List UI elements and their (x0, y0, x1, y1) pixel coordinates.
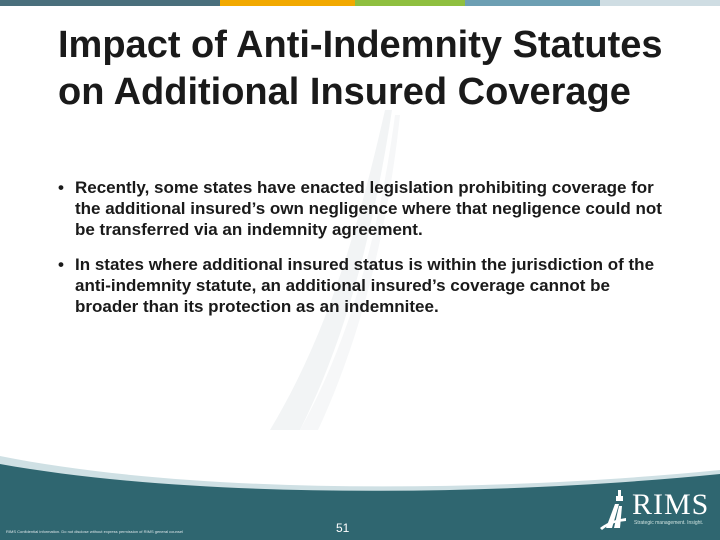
bullet-list (58, 177, 668, 331)
rims-logo-wordmark: RIMS (632, 488, 710, 521)
bullet-marker: • (58, 178, 64, 197)
bullet-item-1 (58, 177, 668, 240)
slide-title: Impact of Anti-Indemnity Statutes on Additional Insured Coverage (58, 24, 663, 113)
bullet-text-2: In states where additional insured status is within the jurisdiction of the anti-indemnity statute, an additional insured’s coverage cannot be broader than its protection as an indemnitee. (75, 255, 655, 316)
rims-logo (600, 488, 712, 532)
page-number: 51 (336, 521, 350, 535)
rims-logo-mark-icon (600, 488, 630, 530)
bullet-item-2 (58, 254, 668, 317)
bullet-marker: • (58, 255, 64, 274)
bullet-text-1: Recently, some states have enacted legislation prohibiting coverage for the additional insured’s own negligence where that negligence could not be transferred via an indemnity agreement. (75, 178, 662, 239)
confidential-notice: RIMS Confidential information. Do not disclose without express permission of RIMS general counsel (6, 529, 183, 534)
rims-logo-tagline: Strategic management. Insight. (634, 520, 704, 526)
